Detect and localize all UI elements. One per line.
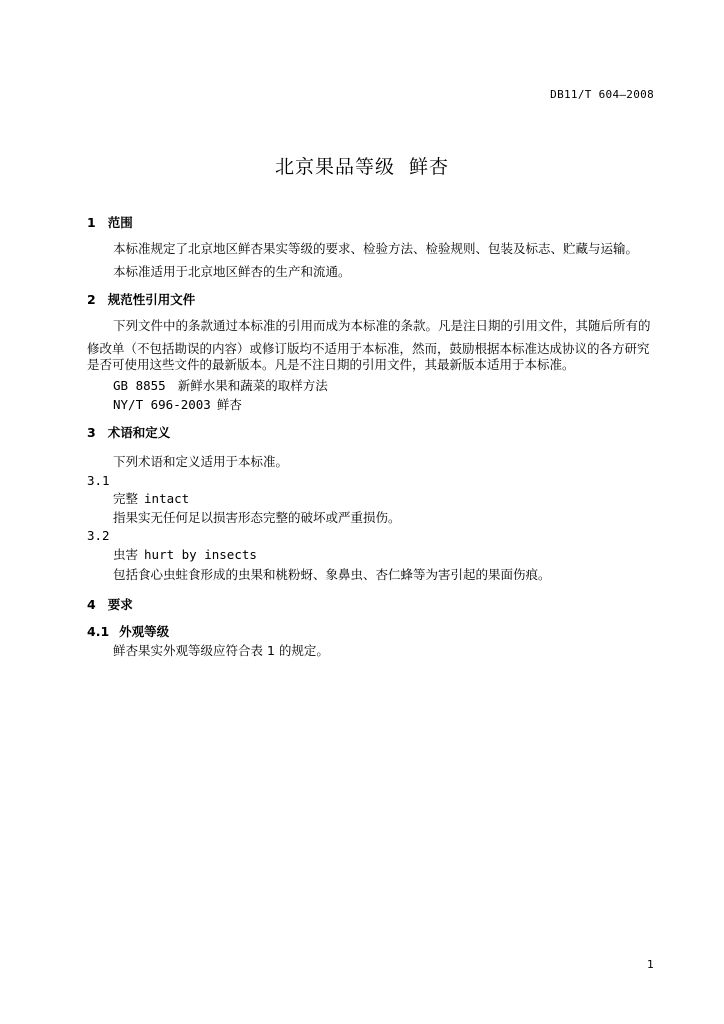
subsection-title: 外观等级: [119, 624, 170, 639]
page-title: [0, 152, 724, 179]
section-1-heading: [87, 213, 133, 231]
term-english: hurt by insects: [144, 547, 257, 562]
section-number: 1: [87, 215, 96, 230]
reference-code: GB 8855: [113, 378, 166, 393]
section-2-heading: [87, 290, 195, 308]
term-1-number: 3.1: [87, 473, 110, 488]
title-main: 北京果品等级: [274, 156, 395, 178]
term-2-definition: 包括食心虫蛀食形成的虫果和桃粉蚜、象鼻虫、杏仁蜂等为害引起的果面伤痕。: [113, 567, 551, 582]
section-title: 范围: [107, 215, 133, 230]
title-sub: 鲜杏: [409, 156, 450, 178]
section-title: 术语和定义: [107, 425, 171, 440]
term-english: intact: [144, 491, 190, 506]
term-chinese: 完整: [113, 491, 139, 506]
term-chinese: 虫害: [113, 547, 139, 562]
section-number: 3: [87, 425, 96, 440]
term-1-heading: [113, 489, 189, 507]
subsection-4-1-heading: [87, 622, 169, 640]
reference-code: NY/T 696-2003: [113, 397, 211, 412]
section-title: 规范性引用文件: [107, 292, 196, 307]
reference-item-1: [113, 376, 328, 394]
subsection-number: 4.1: [87, 624, 110, 639]
page-number: 1: [647, 958, 654, 971]
term-2-number: 3.2: [87, 528, 110, 543]
section-3-intro: 下列术语和定义适用于本标准。: [113, 454, 289, 469]
reference-title: 新鲜水果和蔬菜的取样方法: [177, 378, 328, 393]
standard-number: DB11/T 604—2008: [550, 88, 654, 101]
section-title: 要求: [107, 597, 133, 612]
subsection-4-1-paragraph: 鲜杏果实外观等级应符合表 1 的规定。: [113, 643, 329, 658]
term-2-heading: [113, 545, 257, 563]
section-number: 4: [87, 597, 96, 612]
reference-title: 鲜杏: [216, 397, 242, 412]
section-2-paragraph-line-3: 是否可使用这些文件的最新版本。凡是不注日期的引用文件，其最新版本适用于本标准。: [87, 357, 575, 372]
section-3-heading: [87, 423, 170, 441]
reference-item-2: [113, 395, 242, 413]
section-4-heading: [87, 595, 133, 613]
section-number: 2: [87, 292, 96, 307]
section-1-paragraph-1: 本标准规定了北京地区鲜杏果实等级的要求、检验方法、检验规则、包装及标志、贮藏与运输。: [113, 241, 639, 256]
section-1-paragraph-2: 本标准适用于北京地区鲜杏的生产和流通。: [113, 264, 351, 279]
section-2-paragraph-line-2: 修改单（不包括勘误的内容）或修订版均不适用于本标准，然而，鼓励根据本标准达成协议的各方研究: [87, 341, 650, 356]
term-1-definition: 指果实无任何足以损害形态完整的破坏或严重损伤。: [113, 510, 401, 525]
section-2-paragraph-line-1: 下列文件中的条款通过本标准的引用而成为本标准的条款。凡是注日期的引用文件，其随后所有的: [113, 318, 651, 333]
